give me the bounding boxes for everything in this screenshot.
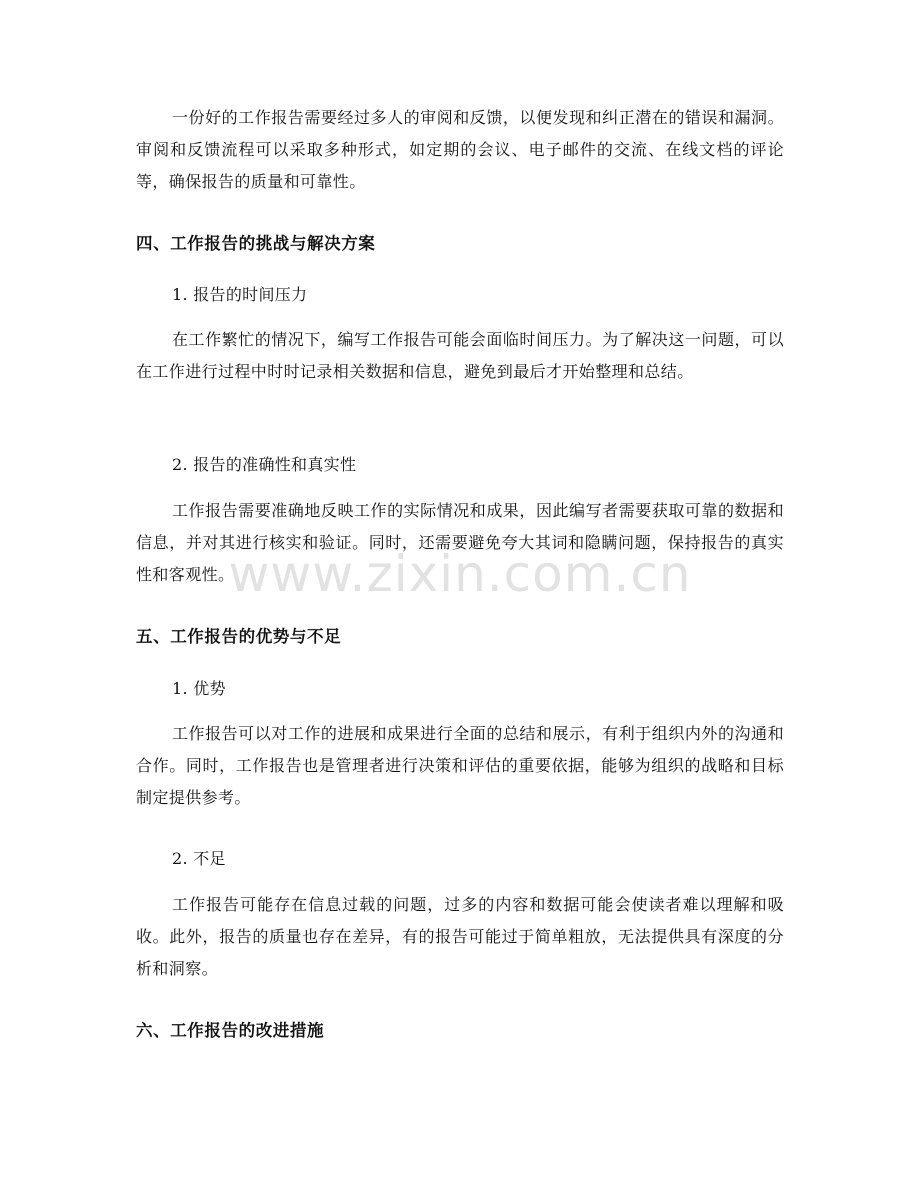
paragraph-4-1: 在工作繁忙的情况下，编写工作报告可能会面临时间压力。为了解决这一问题，可以在工作进行过程中时时记录相关数据和信息，避免到最后才开始整理和总结。 xyxy=(136,330,784,381)
paragraph-4-2: 工作报告需要准确地反映工作的实际情况和成果，因此编写者需要获取可靠的数据和信息，并对其进行核实和验证。同时，还需要避免夸大其词和隐瞒问题，保持报告的真实性和客观性。 xyxy=(136,501,784,584)
subheading-5-1: 1. 优势 xyxy=(172,679,226,698)
paragraph-review: 一份好的工作报告需要经过多人的审阅和反馈，以便发现和纠正潜在的错误和漏洞。审阅和反馈流程可以采取多种形式，如定期的会议、电子邮件的交流、在线文档的评论等，确保报告的质量和可靠性。 xyxy=(136,108,784,191)
watermark: www.zixin.com.cn xyxy=(228,545,692,603)
paragraph-5-1: 工作报告可以对工作的进展和成果进行全面的总结和展示，有利于组织内外的沟通和合作。同时，工作报告也是管理者进行决策和评估的重要依据，能够为组织的战略和目标制定提供参考。 xyxy=(136,724,784,807)
subheading-4-2: 2. 报告的准确性和真实性 xyxy=(172,455,357,474)
paragraph-5-2: 工作报告可能存在信息过载的问题，过多的内容和数据可能会使读者难以理解和吸收。此外，报告的质量也存在差异，有的报告可能过于简单粗放，无法提供具有深度的分析和洞察。 xyxy=(136,895,784,978)
heading-section-6: 六、工作报告的改进措施 xyxy=(136,1021,325,1040)
heading-section-5: 五、工作报告的优势与不足 xyxy=(136,627,342,646)
subheading-4-1: 1. 报告的时间压力 xyxy=(172,285,308,304)
subheading-5-2: 2. 不足 xyxy=(172,849,226,868)
heading-section-4: 四、工作报告的挑战与解决方案 xyxy=(136,234,376,253)
